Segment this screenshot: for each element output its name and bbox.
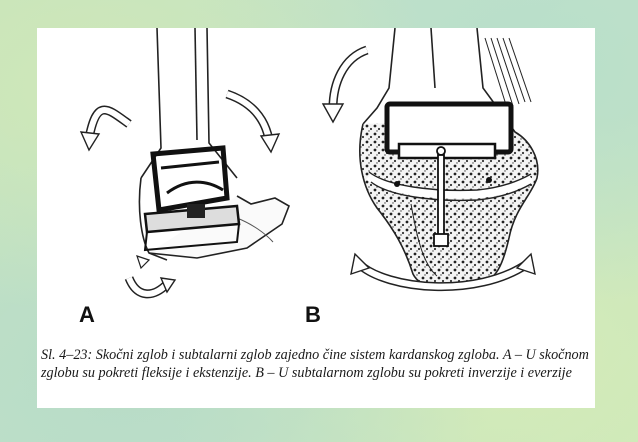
panel-b-drawing — [323, 28, 538, 289]
page-sheet — [37, 28, 595, 408]
panel-label-b: B — [305, 302, 321, 327]
figure-illustration — [37, 28, 595, 340]
panel-label-a: A — [79, 302, 95, 327]
panel-a-drawing — [81, 28, 289, 294]
figure-caption: Sl. 4–23: Skočni zglob i subtalarni zglob zajedno čine sistem kardanskog zgloba. A – U skočnom zglobu su pokreti fleksije i ekstenzije. B – U subtalarnom zglobu su pokreti inverzije i everzije — [41, 347, 589, 381]
